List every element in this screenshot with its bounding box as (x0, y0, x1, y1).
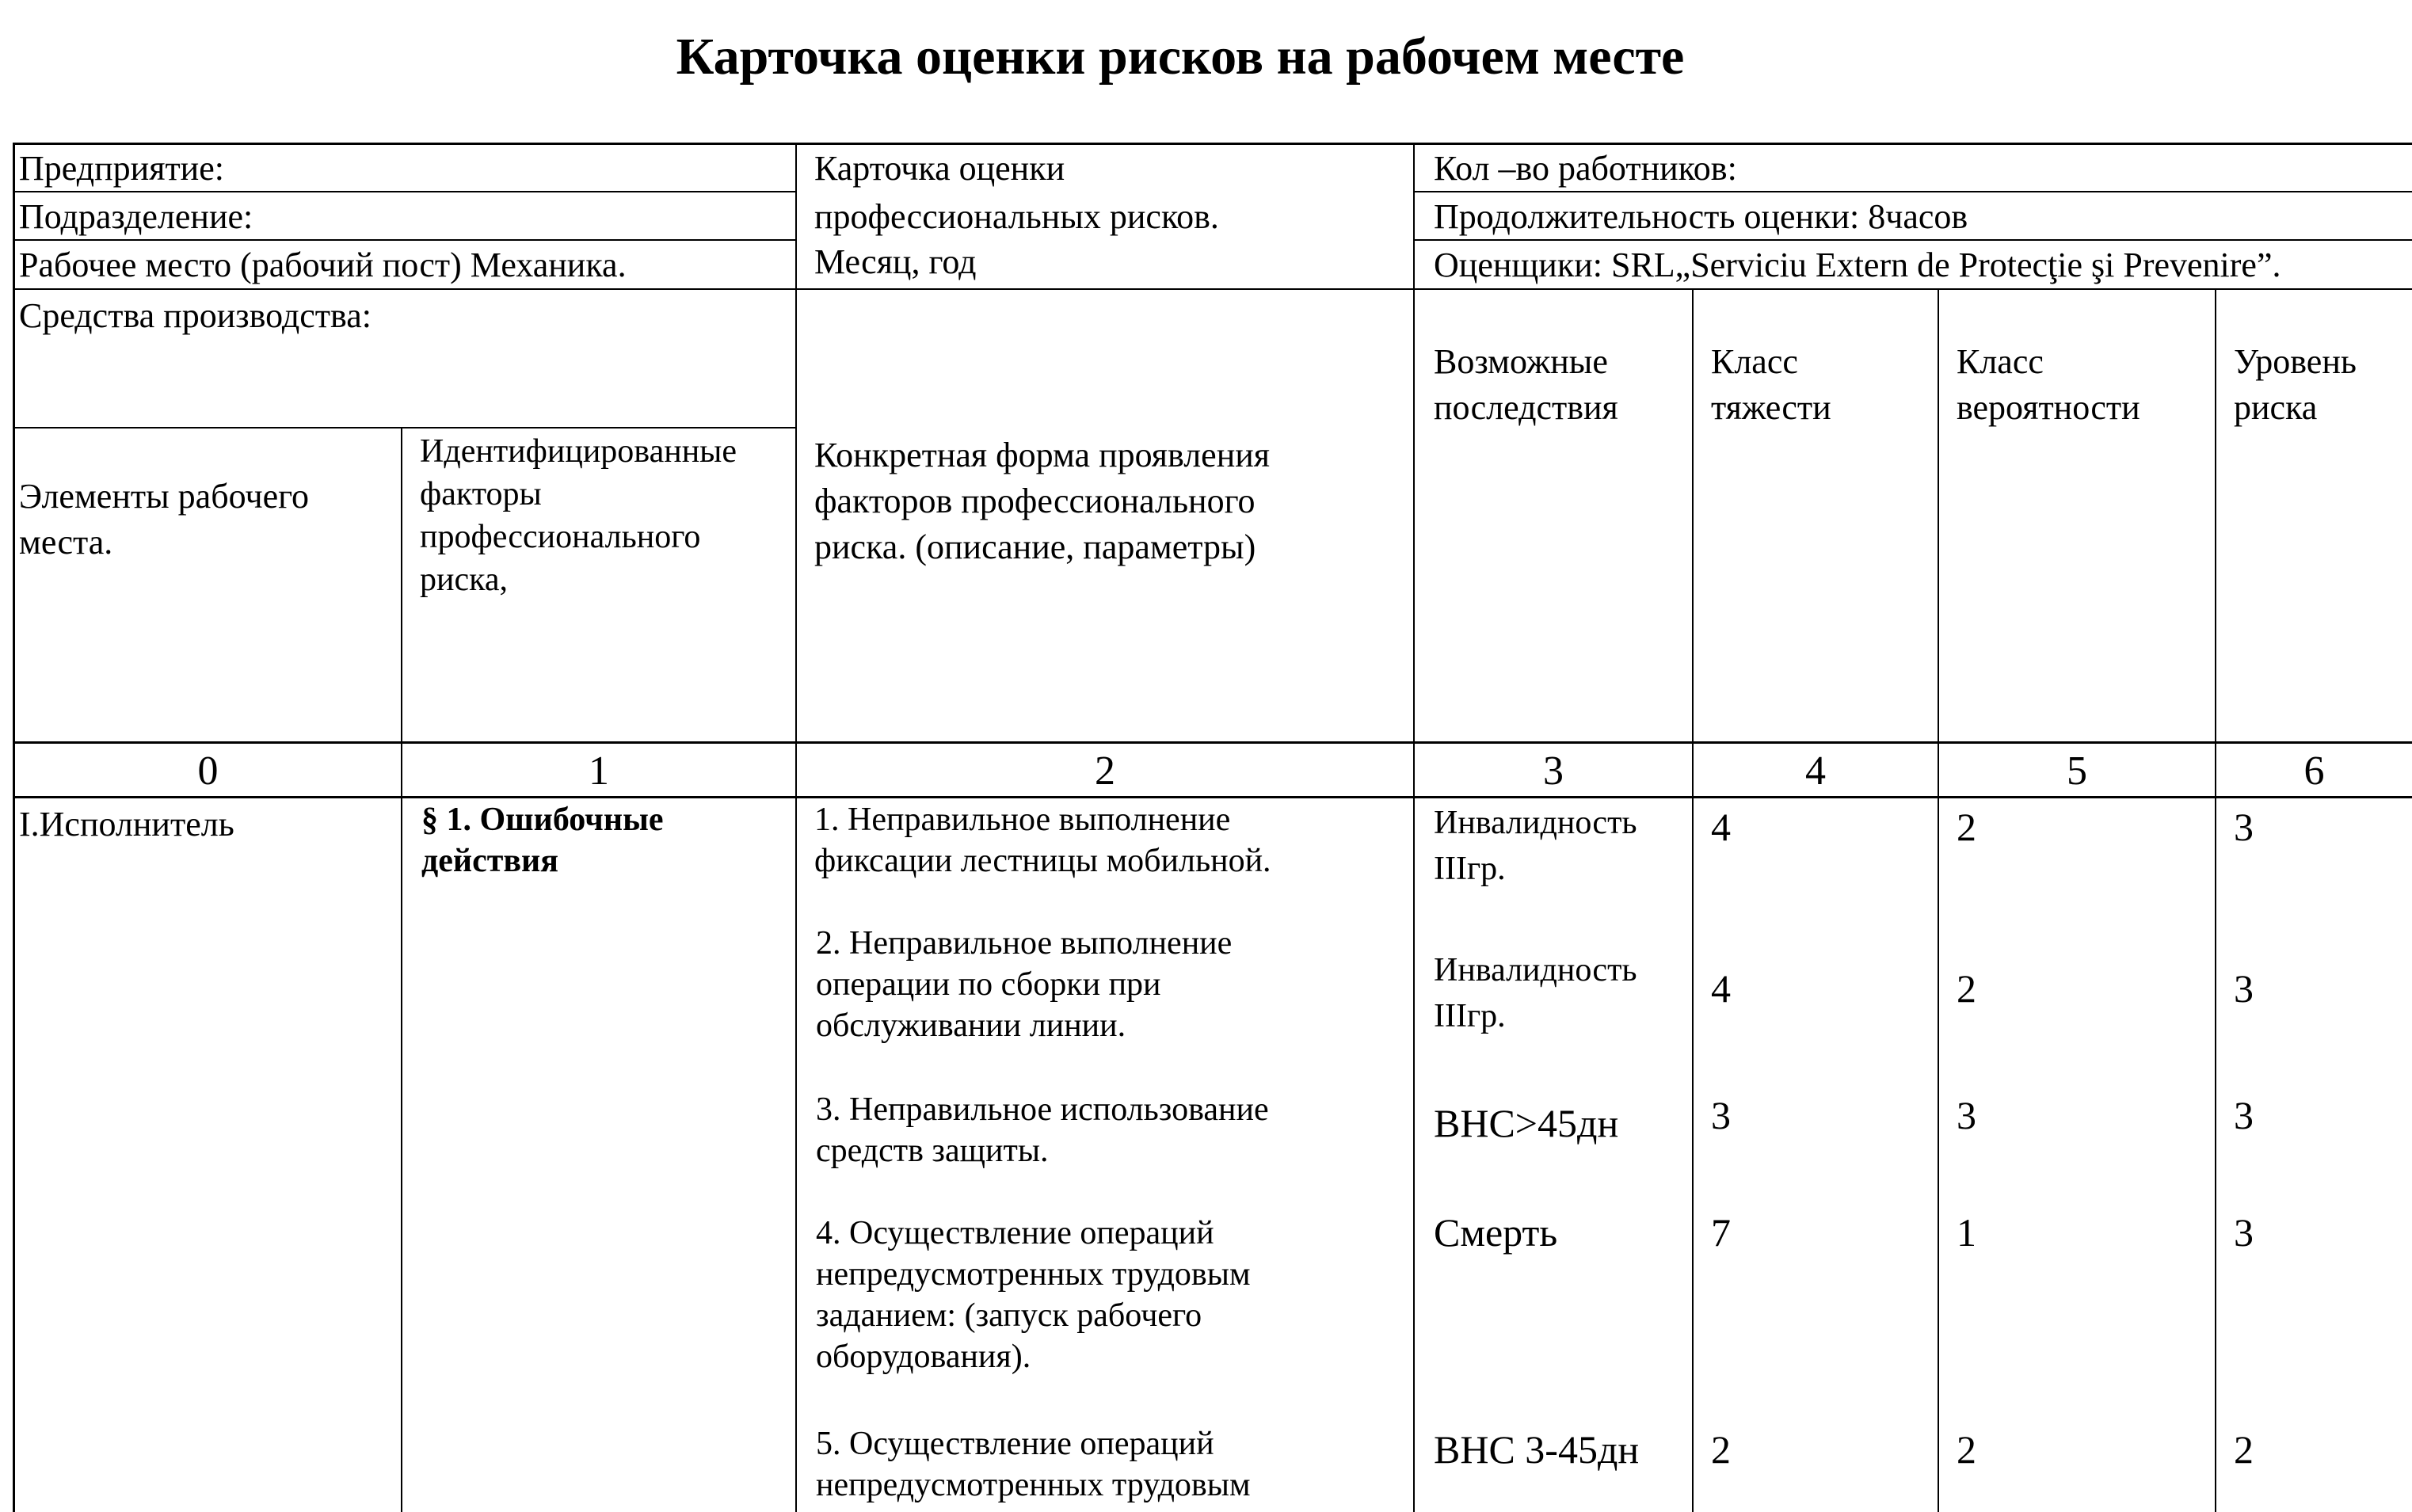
column-number: 3 (1543, 748, 1564, 794)
workers-count-label: Кол –во работников: (1434, 149, 1737, 188)
risk-description: 2. Неправильное выполнение (816, 925, 1233, 962)
risk-description: средств защиты. (816, 1133, 1049, 1169)
risk-factor-group: § 1. Ошибочные (421, 802, 664, 838)
risk-description: оборудования). (816, 1339, 1031, 1375)
column-header-consequences: последствия (1434, 388, 1618, 427)
consequence: ВНС 3-45дн (1434, 1427, 1640, 1472)
assessors: Оценщики: SRL„Serviciu Extern de Protecţie şi Prevenire”. (1434, 246, 2281, 284)
subdivision-label: Подразделение: (19, 197, 253, 236)
column-header-risk-level: риска (2234, 388, 2318, 427)
divider (795, 143, 797, 1512)
risk-level: 3 (2234, 966, 2254, 1011)
means-of-production-label: Средства производства: (19, 296, 372, 335)
risk-description: обслуживании линии. (816, 1007, 1126, 1044)
consequence: IIIгр. (1434, 851, 1506, 887)
column-header-severity: Класс (1711, 342, 1798, 381)
divider (13, 427, 797, 428)
column-header-manifestation: риска. (описание, параметры) (814, 527, 1256, 566)
document-title: Карточка оценки рисков на рабочем месте (676, 28, 1685, 86)
table-border-left (13, 143, 15, 1512)
risk-description: 1. Неправильное выполнение (814, 802, 1231, 838)
column-number: 1 (589, 748, 609, 794)
risk-level: 3 (2234, 805, 2254, 849)
probability-class: 3 (1957, 1093, 1976, 1137)
risk-level: 3 (2234, 1093, 2254, 1137)
divider (2215, 288, 2216, 1512)
column-header-manifestation: Конкретная форма проявления (814, 436, 1271, 474)
column-number: 5 (2067, 748, 2087, 794)
probability-class: 2 (1957, 966, 1976, 1011)
column-header-factors: факторы (420, 476, 542, 512)
probability-class: 1 (1957, 1210, 1976, 1255)
table-border-top (13, 143, 2412, 145)
risk-description: непредусмотренных трудовым (816, 1256, 1251, 1293)
risk-description: 5. Осуществление операций (816, 1426, 1214, 1462)
risk-description: непредусмотренных трудовым (816, 1467, 1251, 1503)
column-header-factors: риска, (420, 562, 509, 598)
consequence: Смерть (1434, 1210, 1558, 1255)
severity-class: 4 (1711, 805, 1731, 849)
consequence: Инвалидность (1434, 952, 1637, 988)
consequence: ВНС>45дн (1434, 1101, 1619, 1145)
risk-factor-group: действия (421, 843, 558, 879)
column-number: 2 (1095, 748, 1115, 794)
severity-class: 4 (1711, 966, 1731, 1011)
probability-class: 2 (1957, 1427, 1976, 1472)
column-header-consequences: Возможные (1434, 342, 1608, 381)
column-header-severity: тяжести (1711, 388, 1831, 427)
risk-level: 3 (2234, 1210, 2254, 1255)
card-title-line: Карточка оценки (814, 149, 1065, 188)
risk-level: 2 (2234, 1427, 2254, 1472)
severity-class: 7 (1711, 1210, 1731, 1255)
risk-description: 3. Неправильное использование (816, 1091, 1269, 1128)
probability-class: 2 (1957, 805, 1976, 849)
consequence: IIIгр. (1434, 998, 1506, 1034)
risk-description: 4. Осуществление операций (816, 1215, 1214, 1251)
column-header-factors: Идентифицированные (420, 433, 737, 470)
workplace-element: I.Исполнитель (19, 805, 234, 844)
severity-class: 2 (1711, 1427, 1731, 1472)
workplace-label: Рабочее место (рабочий пост) Механика. (19, 246, 627, 284)
divider (1413, 143, 1415, 1512)
column-number: 0 (197, 748, 219, 794)
divider (13, 288, 2412, 290)
column-header-risk-level: Уровень (2234, 342, 2357, 381)
column-number: 6 (2303, 748, 2325, 794)
severity-class: 3 (1711, 1093, 1731, 1137)
divider (1938, 288, 1939, 1512)
divider (13, 741, 2412, 744)
risk-description: операции по сборки при (816, 966, 1161, 1003)
risk-description: фиксации лестницы мобильной. (814, 843, 1271, 879)
column-header-elements: места. (19, 523, 113, 562)
column-header-probability: вероятности (1957, 388, 2140, 427)
column-header-probability: Класс (1957, 342, 2044, 381)
risk-description: заданием: (запуск рабочего (816, 1297, 1202, 1334)
column-header-factors: профессионального (420, 519, 701, 555)
divider (401, 427, 402, 1512)
divider (1692, 288, 1694, 1512)
column-header-manifestation: факторов профессионального (814, 482, 1256, 520)
card-title-line: профессиональных рисков. (814, 197, 1219, 236)
assessment-duration: Продолжительность оценки: 8часов (1434, 197, 1968, 236)
column-header-elements: Элементы рабочего (19, 477, 310, 516)
enterprise-label: Предприятие: (19, 149, 224, 188)
column-number: 4 (1805, 748, 1826, 794)
consequence: Инвалидность (1434, 805, 1637, 841)
card-period: Месяц, год (814, 242, 977, 281)
